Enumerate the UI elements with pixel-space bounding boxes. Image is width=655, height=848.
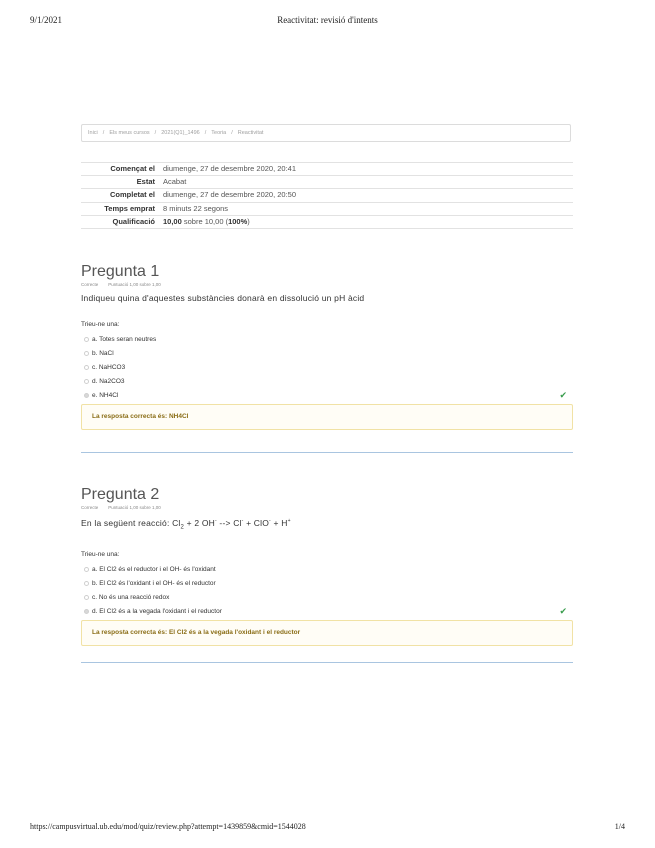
answer-option[interactable] (81, 361, 573, 375)
summary-row (81, 176, 573, 189)
print-date: 9/1/2021 (30, 15, 63, 25)
grade-score: 10,00 (163, 216, 182, 226)
answer-label: e. NH4Cl (92, 392, 119, 399)
grade-percent: 100% (228, 216, 248, 226)
question-info (81, 282, 573, 288)
question-grade: Puntuació 1,00 sobre 1,00 (108, 282, 161, 287)
breadcrumb-item-my-courses[interactable]: Els meus cursos (109, 130, 150, 136)
answer-option[interactable] (81, 333, 573, 347)
question-2 (81, 485, 573, 646)
question-1 (81, 262, 573, 430)
answer-prompt: Trieu-ne una: (81, 321, 120, 328)
breadcrumb-item-quiz[interactable]: Reactivitat (237, 130, 264, 136)
breadcrumb-item-course[interactable]: 2021(Q1)_1496 (161, 130, 200, 136)
summary-row (81, 163, 573, 176)
print-url: https://campusvirtual.ub.edu/mod/quiz/review.php?attempt=1439859&cmid=1544028 (30, 822, 306, 831)
answer-radio[interactable] (84, 581, 89, 586)
answer-prompt: Trieu-ne una: (81, 550, 120, 558)
summary-row (81, 202, 573, 215)
breadcrumb-item-home[interactable]: Inici (88, 130, 98, 136)
question-text-subscript: 2 (180, 524, 185, 531)
answer-radio-checked[interactable] (84, 393, 89, 398)
answer-label: d. Na2CO3 (92, 378, 125, 385)
answer-option-selected[interactable] (81, 605, 573, 619)
print-page-number: 1/4 (614, 822, 625, 831)
summary-value: diumenge, 27 de desembre 2020, 20:50 (163, 189, 573, 202)
question-text-part: --> Cl (216, 517, 242, 528)
answer-label: a. El Cl2 és el reductor i el OH- és l'oxidant (92, 565, 216, 573)
print-footer (30, 822, 625, 834)
breadcrumb (81, 124, 571, 142)
breadcrumb-separator: / (204, 130, 207, 136)
question-divider (81, 452, 573, 453)
summary-row (81, 189, 573, 202)
correct-answer-feedback: La resposta correcta és: NH4Cl (81, 404, 573, 430)
breadcrumb-item-section[interactable]: Teoria (211, 130, 227, 136)
grade-total: 10,00 (204, 216, 224, 226)
answer-option[interactable] (81, 591, 573, 605)
grade-sep: ) (247, 216, 250, 226)
answer-list (81, 563, 573, 619)
question-text (81, 516, 573, 534)
answer-label: b. NaCl (92, 350, 114, 357)
attempt-summary-table (81, 162, 573, 229)
grade-value (163, 215, 573, 228)
grade-sep: ( (223, 216, 229, 226)
summary-label: Estat (81, 176, 163, 189)
answer-label: a. Totes seran neutres (92, 336, 157, 343)
answer-option[interactable] (81, 563, 573, 577)
grade-sep: sobre (181, 216, 205, 226)
summary-value: Acabat (163, 176, 573, 189)
question-status: Correcte (81, 505, 99, 510)
summary-label: Temps emprat (81, 202, 163, 215)
question-text-superscript: + (287, 518, 291, 524)
check-icon: ✔ (559, 605, 567, 616)
answer-option[interactable] (81, 347, 573, 361)
answer-radio[interactable] (84, 337, 89, 342)
correct-answer-feedback: La resposta correcta és: El Cl2 és a la vegada l'oxidant i el reductor (81, 620, 573, 646)
summary-value: diumenge, 27 de desembre 2020, 20:41 (163, 163, 573, 176)
question-divider (81, 662, 573, 663)
summary-label: Completat el (81, 189, 163, 202)
breadcrumb-separator: / (154, 130, 157, 136)
summary-row (81, 215, 573, 228)
answer-radio[interactable] (84, 365, 89, 370)
question-text-superscript: - (269, 518, 271, 524)
summary-label: Començat el (81, 163, 163, 176)
answer-option-selected[interactable] (81, 389, 573, 403)
question-heading: Pregunta 2 (81, 486, 160, 503)
check-icon: ✔ (559, 390, 567, 400)
print-header (30, 15, 625, 27)
question-text: Indiqueu quina d'aquestes substàncies donarà en dissolució un pH àcid (81, 293, 365, 303)
print-page-title: Reactivitat: revisió d'intents (277, 15, 378, 25)
answer-option[interactable] (81, 375, 573, 389)
answer-option[interactable] (81, 577, 573, 591)
question-text-superscript: - (241, 518, 244, 524)
question-grade: Puntuació 1,00 sobre 1,00 (108, 505, 161, 510)
question-text-part: + 2 OH (184, 517, 215, 528)
answer-radio[interactable] (84, 351, 89, 356)
question-status: Correcte (81, 282, 99, 287)
question-heading: Pregunta 1 (81, 263, 160, 280)
answer-radio[interactable] (84, 567, 89, 572)
question-info (81, 505, 573, 511)
answer-label: c. NaHCO3 (92, 364, 126, 371)
question-text-part: + ClO (243, 517, 270, 528)
answer-radio[interactable] (84, 595, 89, 600)
question-text-part: + H (270, 517, 288, 528)
answer-radio[interactable] (84, 379, 89, 384)
summary-label: Qualificació (81, 215, 163, 228)
summary-value: 8 minuts 22 segons (163, 202, 573, 215)
answer-radio-checked[interactable] (84, 609, 89, 614)
answer-label: d. El Cl2 és a la vegada l'oxidant i el reductor (92, 607, 222, 615)
question-text-part: En la següent reacció: Cl (81, 517, 181, 528)
question-text-superscript: - (214, 518, 217, 524)
breadcrumb-separator: / (231, 130, 233, 136)
answer-label: b. El Cl2 és l'oxidant i el OH- és el reductor (92, 579, 216, 587)
breadcrumb-separator: / (102, 130, 105, 136)
answer-label: c. No és una reacció redox (92, 593, 170, 601)
answer-list (81, 333, 573, 403)
